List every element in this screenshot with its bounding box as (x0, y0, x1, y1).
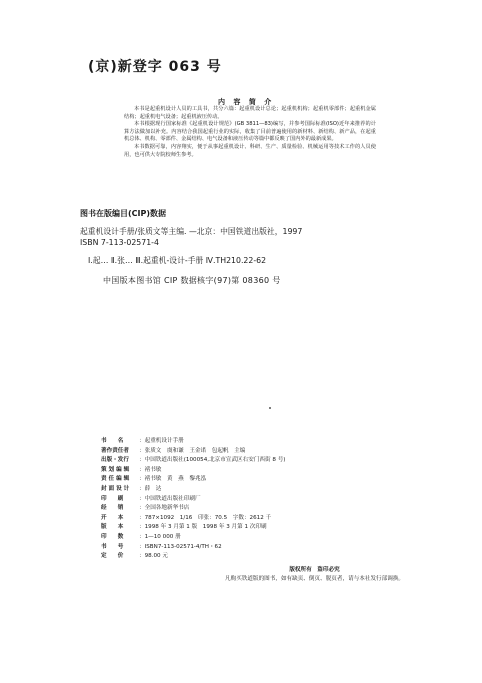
cip-library-line: 中国版本图书馆 CIP 数据核字(97)第 08360 号 (103, 276, 281, 285)
copyright-notice (225, 566, 404, 583)
colophon-row (101, 504, 286, 514)
colophon (101, 437, 286, 562)
colophon-value: ：张质文 虞和谦 王金诺 包起帆 主编 (139, 447, 246, 454)
colophon-row (101, 485, 286, 495)
colophon-value: ：中国铁道出版社印刷厂 (139, 495, 201, 502)
summary-heading: 内 容 简 介 (218, 98, 275, 106)
colophon-row (101, 514, 286, 524)
summary-paragraph: 本书是起重机设计人员的工具书，共分六篇：起重机设计总论；起重机机构；起重机零部件；起重机金属结构；起重机电气设备；起重机液压传动。 (124, 106, 376, 120)
colophon-value: ：98.00 元 (139, 553, 168, 560)
cip-isbn: ISBN 7-113-02571-4 (80, 238, 159, 247)
colophon-value: ：ISBN7-113-02571-4/TH・62 (139, 543, 222, 550)
colophon-row (101, 552, 286, 562)
colophon-row (101, 466, 286, 476)
colophon-row (101, 495, 286, 505)
colophon-value: ：起重机设计手册 (139, 438, 184, 444)
colophon-label: 出版・发行 (101, 457, 129, 464)
colophon-row (101, 475, 286, 485)
colophon-label: 封 面 设 计 (101, 485, 130, 492)
colophon-row (101, 447, 286, 457)
colophon-value: ：787×1092 1/16 印张：70.5 字数：2612 千 (139, 514, 272, 521)
colophon-value: ：全国各地新华书店 (139, 505, 190, 512)
summary-text (124, 106, 376, 159)
colophon-row (101, 456, 286, 466)
colophon-label: 责 任 编 辑 (101, 476, 130, 483)
colophon-label: 印 数 (101, 533, 124, 540)
dot-mark (269, 407, 271, 409)
colophon-value: ：中国铁道出版社(100054,北京市宣武区右安门西街 8 号) (139, 457, 286, 464)
colophon-value: ：褚书敏 黄 燕 黎兆泓 (139, 476, 207, 483)
colophon-label: 书 号 (101, 543, 124, 550)
copyright-line: 版权所有 盗印必究 (289, 567, 340, 573)
colophon-row (101, 533, 286, 543)
colophon-value: ：1—10 000 册 (139, 533, 181, 540)
colophon-label: 著作责任者 (101, 447, 129, 454)
colophon-row (101, 437, 286, 447)
cip-heading: 图书在版编目(CIP)数据 (80, 209, 167, 218)
colophon-value: ：褚书敏 (139, 466, 162, 473)
colophon-label: 开 本 (101, 514, 124, 521)
license-number: (京)新登字 063 号 (88, 59, 222, 75)
colophon-label: 印 刷 (101, 495, 124, 502)
colophon-row (101, 523, 286, 533)
colophon-label: 策 划 编 辑 (101, 466, 130, 473)
colophon-value: ：薛 达 (139, 485, 162, 492)
colophon-value: ：1998 年 3 月第 1 版 1998 年 3 月第 1 次印刷 (139, 524, 267, 531)
summary-paragraph: 本书数据可靠，内容翔实，便于从事起重机设计、科研、生产、质量检验、机械运用等技术工作的人员使用，也可供大专院校师生参考。 (124, 143, 376, 158)
cip-title-line: 起重机设计手册/张质文等主编. —北京：中国铁道出版社，1997 (80, 227, 303, 236)
cip-subject-line: Ⅰ.起… Ⅱ.张… Ⅲ.起重机-设计-手册 Ⅳ.TH210.22-62 (88, 256, 267, 265)
colophon-label: 版 本 (101, 524, 124, 531)
colophon-row (101, 543, 286, 553)
colophon-label: 书 名 (101, 438, 124, 444)
colophon-label: 定 价 (101, 553, 124, 560)
exchange-note: 凡购买铁道版的图书，如有缺页、倒页、脱页者，请与本社发行部调换。 (225, 575, 405, 582)
colophon-label: 经 销 (101, 505, 124, 512)
summary-paragraph: 本书根据现行国家标准《起重机设计规范》(GB 3811—83)编写，并参考国际标准(ISO)近年来推荐的计算方法做加以补充。内容结合我国起重行业的实际，收集了目前普遍使用的新材料、新结构、新产品，在起重机总体、机构、零部件、金属结构、电气设备和液压传动等篇中都反映了国内外的最新成果。 (124, 121, 376, 143)
